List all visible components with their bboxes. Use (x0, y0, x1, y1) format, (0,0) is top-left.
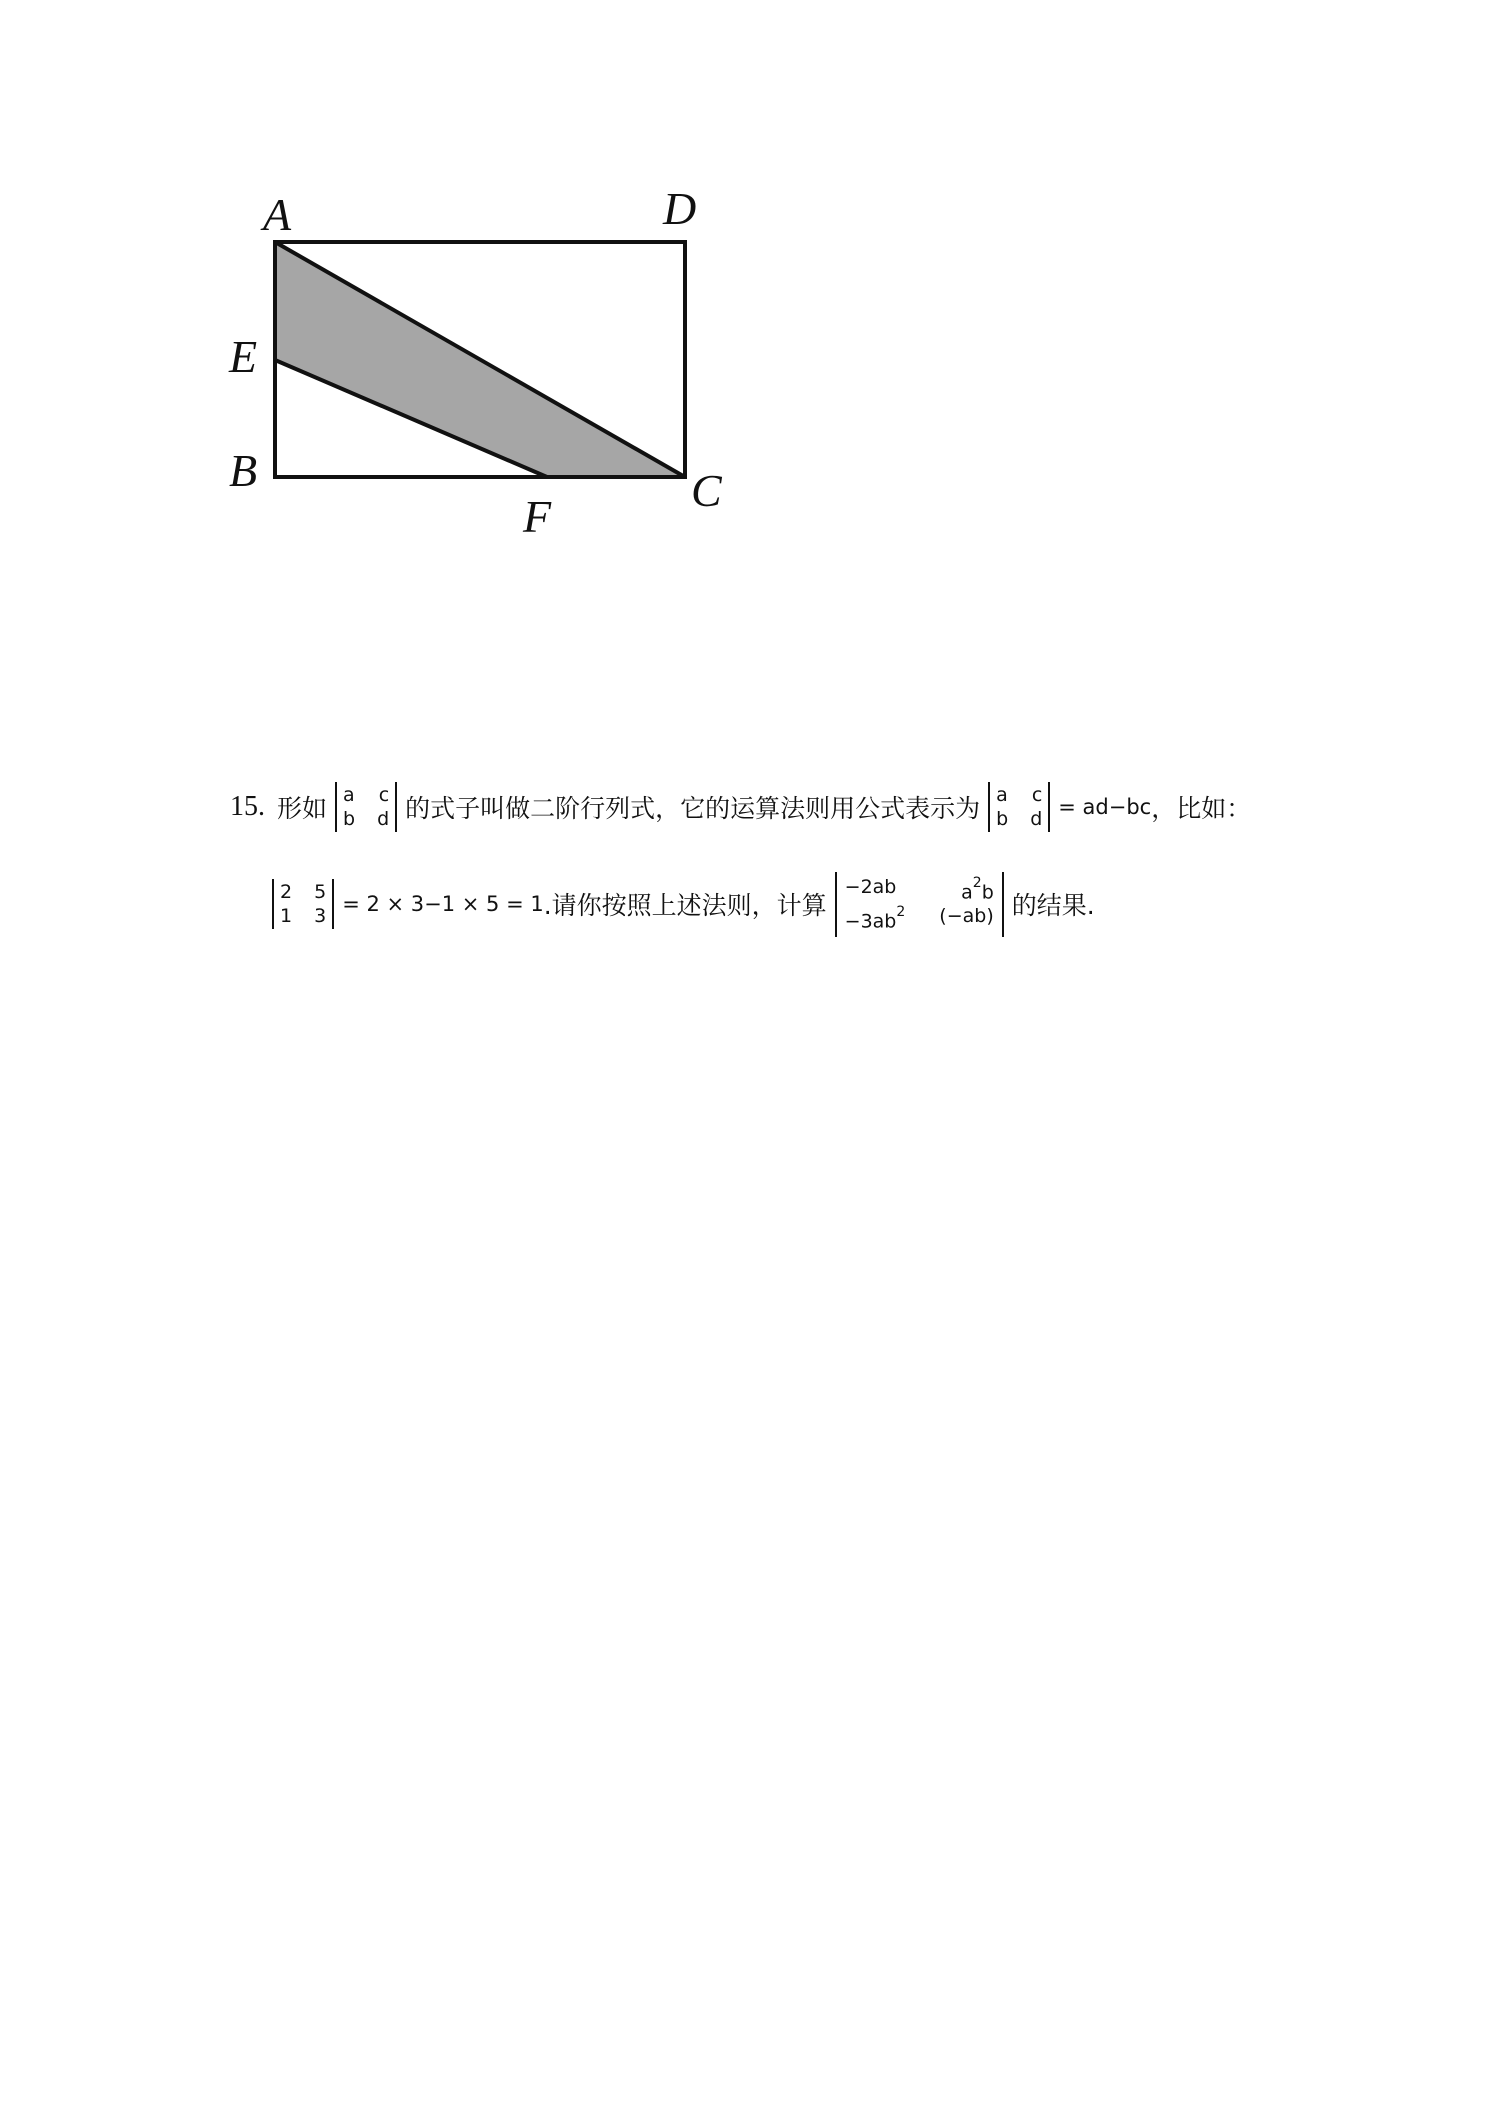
determinant-definition (335, 782, 397, 832)
det-def-d: d (377, 808, 390, 830)
determinant-task (835, 872, 1004, 937)
rectangle-figure (215, 180, 735, 550)
question-text-3: ，比如： (1151, 794, 1252, 823)
question-text-5: 的结果. (1011, 891, 1095, 921)
det-formula-d: d (1030, 808, 1043, 830)
label-f: F (523, 491, 552, 542)
question-line-1 (230, 782, 1251, 832)
det-example-c: 5 (314, 881, 327, 904)
det-task-d: (−ab) (939, 905, 994, 928)
det-example-d: 3 (314, 905, 327, 928)
determinant-example (272, 879, 334, 929)
det-formula-a: a (996, 784, 1008, 806)
example-rhs: = 2 × 3−1 × 5 = 1 (342, 892, 544, 917)
label-b: B (229, 445, 258, 496)
det-def-b: b (343, 808, 356, 830)
det-example-a: 2 (280, 881, 293, 904)
label-a: A (263, 189, 292, 240)
label-d: D (663, 183, 697, 234)
question-number: 15. (230, 791, 265, 822)
det-example-b: 1 (280, 905, 293, 928)
label-e: E (229, 331, 258, 382)
question-text-4: .请你按照上述法则，计算 (543, 891, 827, 921)
det-task-c: $a^2b$ (961, 875, 994, 904)
det-task-b: $-3ab^2$ (844, 904, 906, 933)
det-task-a: −2ab (844, 876, 897, 898)
question-text-2: 的式子叫做二阶行列式，它的运算法则用公式表示为 (405, 794, 981, 823)
question-text-1: 形如 (277, 794, 328, 823)
label-c: C (691, 465, 722, 516)
determinant-formula (988, 782, 1050, 832)
det-def-c: c (378, 784, 390, 806)
question-line-2 (272, 872, 1095, 937)
det-formula-c: c (1031, 784, 1043, 806)
det-formula-b: b (996, 808, 1009, 830)
det-def-a: a (343, 784, 355, 806)
formula-rhs: = ad−bc (1058, 795, 1152, 819)
